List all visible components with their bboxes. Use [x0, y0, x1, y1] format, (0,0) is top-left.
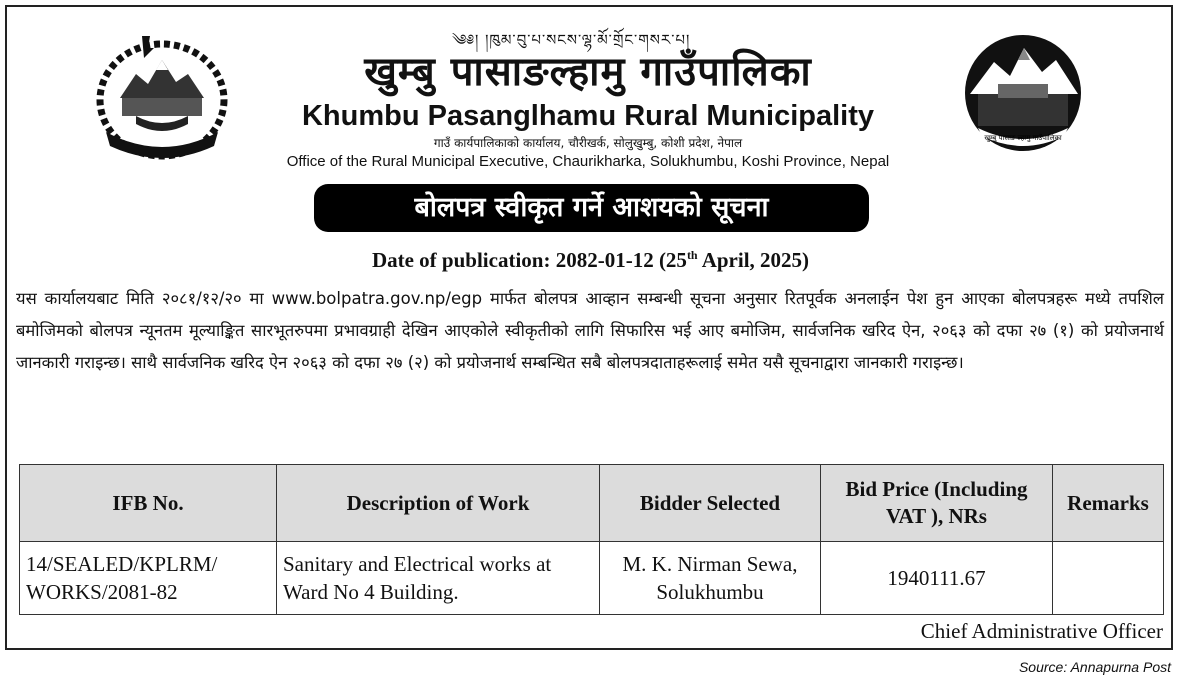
cell-remarks [1053, 542, 1164, 615]
address-english: Office of the Rural Municipal Executive, Chaurikharka, Solukhumbu, Koshi Province, Nepal [286, 153, 890, 170]
logo-caption: खुम्बु पासाङ ल्हामु गाउँपालिका [984, 134, 1062, 142]
publication-date-suffix: April, 2025) [697, 248, 810, 272]
header-bid-price: Bid Price (Including VAT ), NRs [821, 465, 1053, 542]
bid-table [19, 464, 1164, 615]
header-remarks: Remarks [1053, 465, 1164, 542]
municipality-logo [958, 32, 1088, 154]
address-nepali: गाउँ कार्यपालिकाको कार्यालय, चौरीखर्क, सोलुखुम्बु, कोशी प्रदेश, नेपाल [433, 136, 743, 150]
signoff: Chief Administrative Officer [920, 619, 1163, 643]
tibetan-title: ༄༅། །ཁུམ་བུ་པ་སངས་ལྷ་མོ་གྲོང་གསར་པ། [452, 31, 691, 49]
source-credit: Source: Annapurna Post [1018, 659, 1171, 675]
cell-description: Sanitary and Electrical works at Ward No 4 Building. [277, 542, 600, 615]
header-description: Description of Work [277, 465, 600, 542]
notice-title-banner: बोलपत्र स्वीकृत गर्ने आशयको सूचना [314, 184, 869, 232]
header-bidder: Bidder Selected [600, 465, 821, 542]
header-ifb-no: IFB No. [20, 465, 277, 542]
notice-body: यस कार्यालयबाट मिति २०८१/१२/२० मा www.bolpatra.gov.np/egp मार्फत बोलपत्र आव्हान सम्बन्धी सूचना अनुसार रितपूर्वक अनलाईन पेश हुन आएका बोलपत्रहरू मध्ये तपशिल बमोजिमको बोलपत्र न्यूनतम मूल्याङ्कित सारभूतरुपमा प्रभावग्राही देखिन आएकोले स्वीकृतीको लागि सिफारिस भई आए बमोजिम, सार्वजनिक खरिद ऐन, २०६३ को दफा २७ (१) को प्रयोजनार्थ जानकारी गराइन्छ। साथै सार्वजनिक खरिद ऐन २०६३ को दफा २७ (२) को प्रयोजनार्थ सम्बन्धित सबै बोलपत्रदाताहरूलाई समेत यसै सूचनाद्वारा जानकारी गराइन्छ। [16, 289, 1164, 372]
nepal-emblem-logo [92, 30, 232, 162]
publication-date [0, 240, 1181, 275]
publication-date-prefix: Date of publication: 2082-01-12 (25 [371, 248, 687, 272]
table-header-row [20, 465, 1164, 542]
table-row [20, 542, 1164, 615]
publication-date-sup: th [686, 248, 698, 262]
cell-bidder: M. K. Nirman Sewa, Solukhumbu [600, 542, 821, 615]
cell-bid-price: 1940111.67 [821, 542, 1053, 615]
municipality-title-nepali: खुम्बु पासाङल्हामु गाउँपालिका [364, 49, 812, 95]
cell-ifb-no: 14/SEALED/KPLRM/ WORKS/2081-82 [20, 542, 277, 615]
municipality-title-english: Khumbu Pasanglhamu Rural Municipality [301, 100, 874, 132]
